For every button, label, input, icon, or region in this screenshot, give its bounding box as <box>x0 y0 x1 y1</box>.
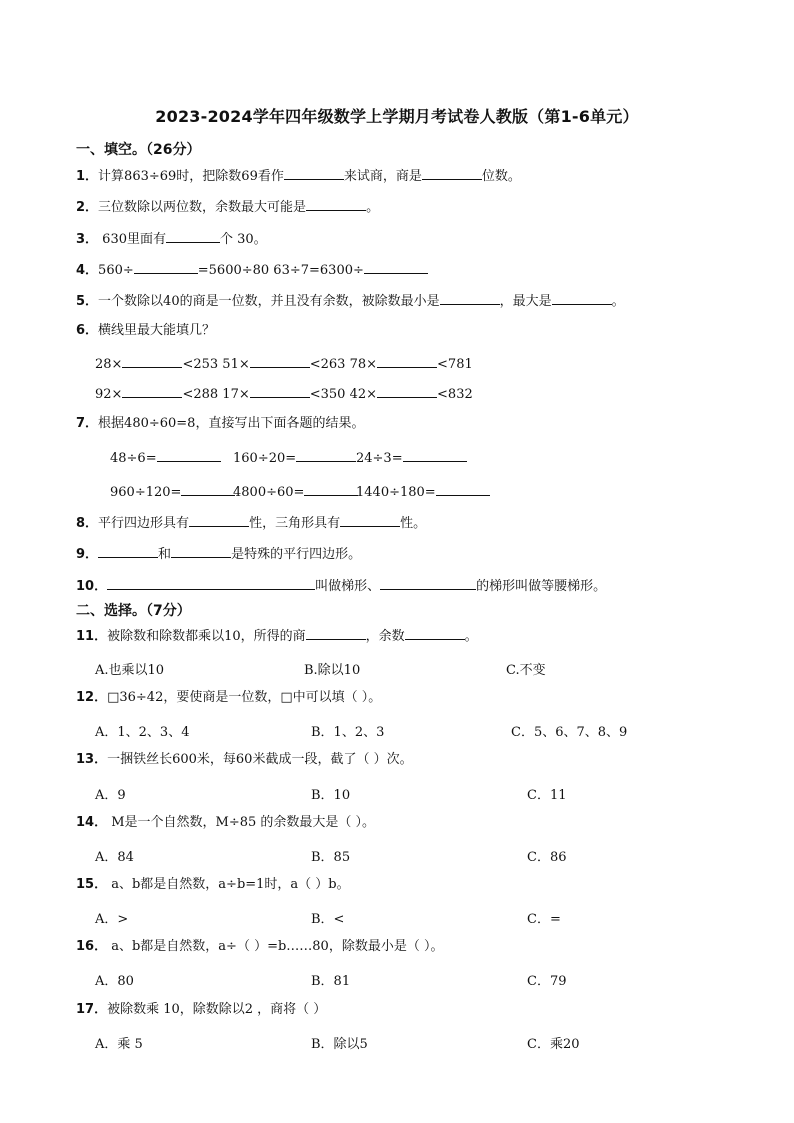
question-text: 根据480÷60=8，直接写出下面各题的结果。 <box>98 416 365 431</box>
option-b[interactable]: B．除以5 <box>311 1037 368 1052</box>
question-number: 1． <box>76 169 99 184</box>
item-text: 24÷3= <box>356 451 403 466</box>
question-text: a、b都是自然数，a÷（ ）=b……80，除数最小是（ ）。 <box>107 939 444 954</box>
answer-blank[interactable] <box>422 166 482 180</box>
option-b[interactable]: B．85 <box>311 850 351 865</box>
question-number: 6． <box>76 323 99 338</box>
question-4 <box>76 260 428 280</box>
option-b[interactable]: B.除以10 <box>304 663 361 678</box>
question-text: 630里面有 <box>98 232 166 247</box>
answer-blank[interactable] <box>122 384 182 398</box>
item-text: 28× <box>95 357 123 372</box>
question-text: =5600÷80 63÷7=6300÷ <box>197 263 364 278</box>
option-b[interactable]: B．< <box>311 912 345 927</box>
option-a[interactable]: A．80 <box>95 974 134 989</box>
question-15 <box>76 876 350 894</box>
question-number: 2． <box>76 200 99 215</box>
question-number: 13． <box>76 752 108 767</box>
question-number: 15． <box>76 877 108 892</box>
option-a[interactable]: A．1、2、3、4 <box>95 725 190 740</box>
question-text: 个 30。 <box>220 232 267 247</box>
item-text: <253 <box>182 357 219 372</box>
answer-blank[interactable] <box>166 229 220 243</box>
item-text: <263 <box>309 357 346 372</box>
option-c[interactable]: C.不变 <box>506 663 546 678</box>
option-c[interactable]: C．5、6、7、8、9 <box>511 725 628 740</box>
page-title: 2023-2024学年四年级数学上学期月考试卷人教版（第1-6单元） <box>155 107 639 126</box>
option-b[interactable]: B．10 <box>311 788 351 803</box>
question-number: 4． <box>76 263 99 278</box>
option-b[interactable]: B．81 <box>311 974 351 989</box>
question-text: ，余数 <box>365 629 405 644</box>
question-number: 8． <box>76 516 99 531</box>
option-c[interactable]: C．11 <box>527 788 567 803</box>
item-text: <288 <box>182 387 219 402</box>
option-b[interactable]: B．1、2、3 <box>311 725 385 740</box>
answer-blank[interactable] <box>157 448 221 462</box>
option-c[interactable]: C．乘20 <box>527 1037 580 1052</box>
answer-blank[interactable] <box>552 291 612 305</box>
question-text: 。 <box>464 629 478 644</box>
question-number: 17． <box>76 1002 108 1017</box>
answer-blank[interactable] <box>107 576 315 590</box>
question-text: ，最大是 <box>499 294 552 309</box>
answer-blank[interactable] <box>340 513 400 527</box>
item-text: 92× <box>95 387 123 402</box>
answer-blank[interactable] <box>306 197 366 211</box>
question-7-item <box>233 482 358 502</box>
answer-blank[interactable] <box>134 260 198 274</box>
question-3 <box>76 229 267 249</box>
item-text: 78× <box>349 357 378 372</box>
question-text: 的梯形叫做等腰梯形。 <box>476 579 607 594</box>
question-text: 被除数和除数都乘以10，所得的商 <box>107 629 306 644</box>
answer-blank[interactable] <box>181 482 235 496</box>
question-text: 三位数除以两位数，余数最大可能是 <box>98 200 307 215</box>
option-a[interactable]: A．乘 5 <box>95 1037 143 1052</box>
option-a[interactable]: A．> <box>95 912 129 927</box>
question-number: 16． <box>76 939 108 954</box>
answer-blank[interactable] <box>250 384 310 398</box>
question-10 <box>76 576 606 596</box>
question-6-row-1 <box>95 354 473 374</box>
option-a[interactable]: A．84 <box>95 850 134 865</box>
item-text: 1440÷180= <box>356 485 436 500</box>
question-text: a、b都是自然数，a÷b=1时，a（ ）b。 <box>107 877 350 892</box>
question-text: 性，三角形具有 <box>249 516 341 531</box>
question-text: 560÷ <box>98 263 134 278</box>
question-7-item <box>110 448 221 468</box>
question-text: 是特殊的平行四边形。 <box>231 547 362 562</box>
answer-blank[interactable] <box>171 544 231 558</box>
question-text: 。 <box>611 294 625 309</box>
answer-blank[interactable] <box>405 626 465 640</box>
question-text: 横线里最大能填几？ <box>98 323 216 338</box>
question-6-row-2 <box>95 384 473 404</box>
question-number: 14． <box>76 815 108 830</box>
question-13 <box>76 751 413 769</box>
question-6 <box>76 322 215 340</box>
answer-blank[interactable] <box>304 482 358 496</box>
question-number: 12． <box>76 690 108 705</box>
item-text: 160÷20= <box>233 451 297 466</box>
item-text: 960÷120= <box>110 485 182 500</box>
question-text: 性。 <box>400 516 427 531</box>
question-8 <box>76 513 426 533</box>
question-17 <box>76 1001 326 1019</box>
answer-blank[interactable] <box>306 626 366 640</box>
answer-blank[interactable] <box>296 448 356 462</box>
answer-blank[interactable] <box>284 166 344 180</box>
question-text: 来试商，商是 <box>343 169 422 184</box>
option-c[interactable]: C．86 <box>527 850 567 865</box>
question-text: 位数。 <box>481 169 521 184</box>
question-12 <box>76 689 381 707</box>
question-number: 5． <box>76 294 99 309</box>
question-text: □36÷42，要使商是一位数，□中可以填（ ）。 <box>107 690 382 705</box>
answer-blank[interactable] <box>250 354 310 368</box>
question-number: 11． <box>76 629 108 644</box>
question-1 <box>76 166 521 186</box>
answer-blank[interactable] <box>377 384 437 398</box>
answer-blank[interactable] <box>436 482 490 496</box>
question-text: 叫做梯形、 <box>315 579 381 594</box>
question-14 <box>76 814 375 832</box>
question-5 <box>76 291 625 311</box>
item-text: 4800÷60= <box>233 485 305 500</box>
question-7-item <box>356 448 467 468</box>
option-c[interactable]: C．79 <box>527 974 567 989</box>
item-text: <781 <box>437 357 473 372</box>
item-text: <350 <box>309 387 346 402</box>
question-number: 7． <box>76 416 99 431</box>
item-text: 51× <box>222 357 250 372</box>
answer-blank[interactable] <box>189 513 249 527</box>
question-7-item <box>110 482 235 502</box>
question-11 <box>76 626 478 646</box>
section-fill-in-title: 一、填空。（26分） <box>76 142 201 158</box>
question-text: 一捆铁丝长600米，每60米截成一段，截了（ ）次。 <box>107 752 413 767</box>
question-text: 一个数除以40的商是一位数，并且没有余数，被除数最小是 <box>98 294 440 309</box>
answer-blank[interactable] <box>380 576 476 590</box>
answer-blank[interactable] <box>440 291 500 305</box>
question-number: 3． <box>76 232 99 247</box>
question-text: 。 <box>366 200 380 215</box>
section-choice-title: 二、选择。（7分） <box>76 603 191 619</box>
answer-blank[interactable] <box>377 354 437 368</box>
question-text: 被除数乘 10，除数除以2 ，商将（ ） <box>107 1002 327 1017</box>
question-text: 平行四边形具有 <box>98 516 190 531</box>
item-text: 42× <box>349 387 378 402</box>
question-text: 和 <box>158 547 172 562</box>
answer-blank[interactable] <box>403 448 467 462</box>
answer-blank[interactable] <box>98 544 158 558</box>
item-text: <832 <box>437 387 473 402</box>
answer-blank[interactable] <box>122 354 182 368</box>
question-text: 计算863÷69时，把除数69看作 <box>98 169 284 184</box>
question-7-item <box>356 482 490 502</box>
question-text: M是一个自然数，M÷85 的余数最大是（ ）。 <box>107 815 376 830</box>
option-c[interactable]: C．= <box>527 912 561 927</box>
item-text: 17× <box>222 387 250 402</box>
question-2 <box>76 197 379 217</box>
option-a[interactable]: A.也乘以10 <box>95 663 165 678</box>
item-text: 48÷6= <box>110 451 157 466</box>
option-a[interactable]: A．9 <box>95 788 126 803</box>
question-7 <box>76 415 364 433</box>
question-7-item <box>233 448 356 468</box>
question-9 <box>76 544 361 564</box>
answer-blank[interactable] <box>364 260 428 274</box>
question-16 <box>76 938 443 956</box>
question-number: 9． <box>76 547 99 562</box>
question-number: 10． <box>76 579 108 594</box>
